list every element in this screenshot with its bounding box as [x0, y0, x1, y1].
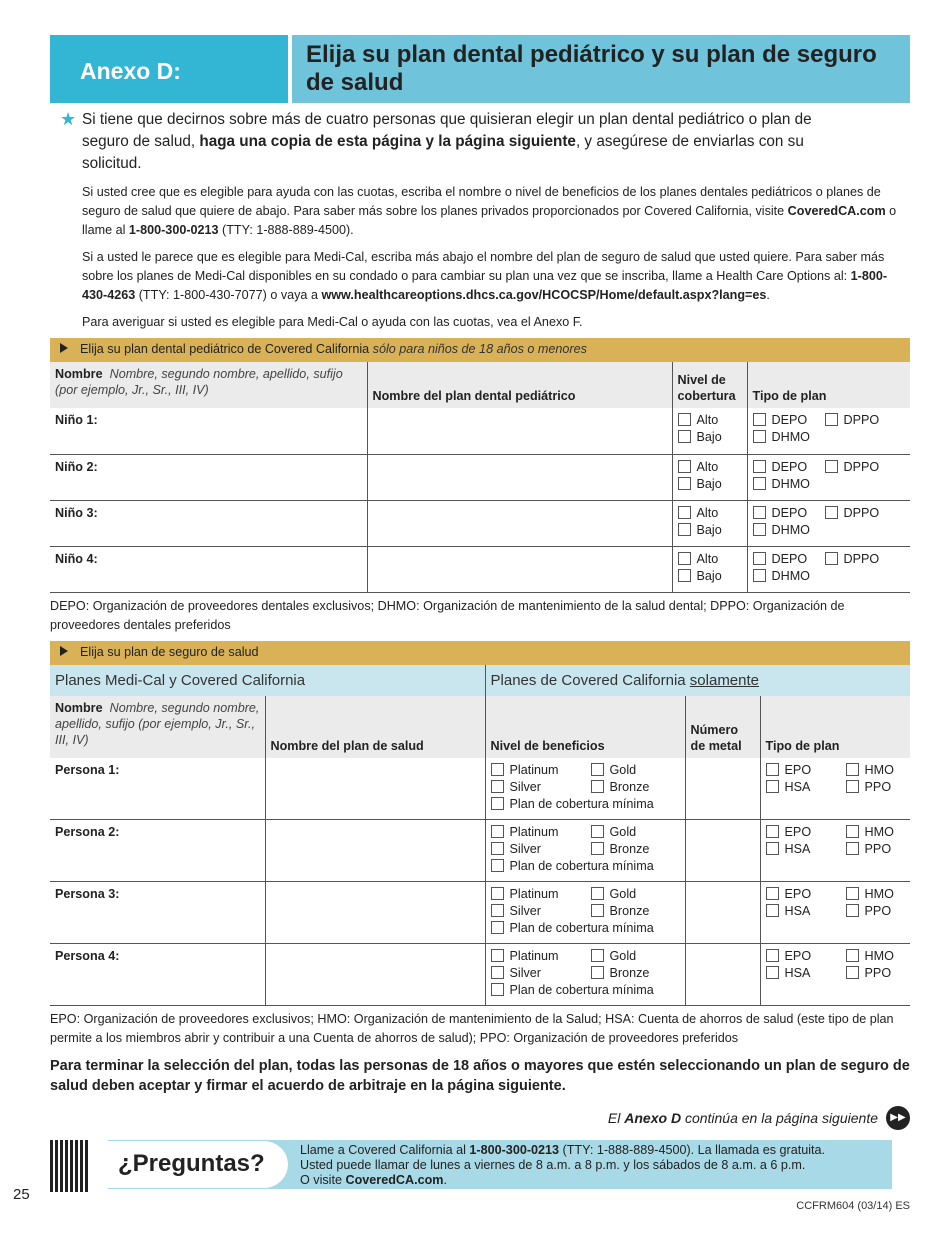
checkbox-option[interactable] [825, 412, 880, 429]
healthcareoptions-link[interactable]: www.healthcareoptions.dhcs.ca.gov/HCOCSP/Home/default.aspx?lang=es [321, 288, 767, 302]
benefit-level-cell [485, 820, 685, 882]
page [13, 0, 910, 1212]
table-row [50, 546, 910, 592]
triangle-right-icon [60, 646, 68, 656]
checkbox[interactable] [766, 966, 779, 979]
checkbox-option[interactable] [753, 522, 810, 539]
checkbox-label: Bajo [696, 476, 722, 491]
health-plan-name-field[interactable] [265, 882, 485, 944]
medi-cal-paragraph [82, 248, 902, 305]
plan-type-cell [747, 408, 910, 454]
checkbox[interactable] [491, 763, 504, 776]
checkbox[interactable] [591, 966, 604, 979]
checkbox-label: DPPO [843, 413, 880, 427]
checkbox[interactable] [766, 763, 779, 776]
note-text: Si tiene que decirnos sobre más de cuatro personas que quisieran elegir un plan dental pediátrico o plan de seguro de salud, [82, 111, 812, 150]
label: Planes de Covered California [490, 671, 690, 689]
checkbox-label: DEPO [771, 459, 808, 474]
col-header-level: Nivel de beneficios [485, 696, 685, 758]
checkbox-option[interactable] [846, 841, 892, 858]
checkbox[interactable] [766, 887, 779, 900]
col-header-metal: Número de metal [685, 696, 760, 758]
continue-row [50, 1106, 910, 1130]
checkbox-label: Silver [509, 904, 542, 918]
checkbox-option[interactable] [753, 505, 825, 522]
text-bold: Anexo D [624, 1110, 682, 1126]
table-row [50, 820, 910, 882]
checkbox-label: Bajo [696, 522, 722, 537]
continue-note [608, 1110, 878, 1126]
dental-plan-name-field[interactable] [367, 500, 672, 546]
checkbox-option[interactable] [491, 920, 654, 937]
label: Nombre [55, 700, 103, 715]
checkbox-option[interactable] [753, 429, 810, 446]
checkbox[interactable] [591, 763, 604, 776]
checkbox[interactable] [766, 780, 779, 793]
checkbox-option[interactable] [766, 886, 846, 903]
checkbox[interactable] [591, 825, 604, 838]
row-label: Niño 3: [55, 505, 98, 520]
table-row [50, 500, 910, 546]
checkbox-label: EPO [784, 949, 812, 963]
hint: Nombre, segundo nombre, apellido, sufijo (por ejemplo, Jr., Sr., III, IV) [55, 700, 260, 747]
checkbox-option[interactable] [846, 762, 894, 779]
checkbox-label: HMO [864, 825, 894, 839]
annex-label: Anexo D: [50, 35, 288, 103]
checkbox[interactable] [753, 430, 766, 443]
checkbox-label: EPO [784, 762, 812, 777]
header [50, 35, 910, 103]
checkbox-option[interactable] [591, 965, 650, 982]
checkbox[interactable] [678, 460, 691, 473]
checkbox-option[interactable] [846, 948, 894, 965]
benefit-level-cell [485, 758, 685, 820]
group-medi-cal: Planes Medi-Cal y Covered California [50, 665, 485, 696]
checkbox[interactable] [491, 966, 504, 979]
checkbox-option[interactable] [491, 824, 591, 841]
checkbox-option[interactable] [491, 982, 654, 999]
checkbox[interactable] [753, 460, 766, 473]
checkbox-option[interactable] [753, 412, 825, 429]
checkbox[interactable] [678, 569, 691, 582]
col-header-level: Nivel de cobertura [672, 362, 747, 408]
child-name-cell[interactable] [50, 500, 367, 546]
benefit-level-cell [485, 882, 685, 944]
table-row [50, 408, 910, 454]
col-header-name [50, 362, 367, 408]
checkbox-label: HMO [864, 887, 894, 901]
dental-table [50, 362, 910, 593]
text: Si a usted le parece que es elegible para Medi-Cal, escriba más abajo el nombre del plan de seguro de salud que usted quiere. Para saber más sobre los planes de Medi-Cal disponibles en su condado o para cambiar su plan una vez que se inscriba, llame a Health Care Options al: [82, 250, 885, 283]
page-title: Elija su plan dental pediátrico y su plan de seguro de salud [292, 35, 910, 103]
label: Nombre [55, 367, 103, 381]
checkbox-option[interactable] [766, 841, 846, 858]
dental-bar-subtitle: sólo para niños de 18 años o menores [372, 342, 587, 356]
text: El [607, 1110, 625, 1126]
col-header-plan: Nombre del plan dental pediátrico [367, 362, 672, 408]
checkbox-label: Bronze [609, 904, 650, 918]
text: . [443, 1173, 447, 1187]
checkbox-label: HSA [784, 904, 811, 918]
premium-help-paragraph [82, 183, 902, 240]
row-label: Persona 3: [55, 887, 120, 901]
checkbox[interactable] [678, 477, 691, 490]
note-text-end: , y asegúrese de enviarlas con su solicitud. [82, 133, 804, 172]
checkbox-label: Bronze [609, 779, 650, 794]
checkbox-label: HSA [784, 842, 811, 856]
questions-heading: ¿Preguntas? [108, 1140, 288, 1189]
checkbox[interactable] [766, 842, 779, 855]
health-footnote: EPO: Organización de proveedores exclusivos; HMO: Organización de mantenimiento de la Salud; HSA: Cuenta de ahorros de salud (este tipo de plan permite a los miembros abrir y contribuir a una Cuenta de ahorros de salud); PPO: Organización de proveedores preferidos [50, 1012, 894, 1045]
triangle-right-icon [60, 343, 68, 353]
checkbox-label: Plan de cobertura mínima [509, 859, 654, 873]
checkbox-label: Alto [696, 459, 719, 474]
checkbox[interactable] [846, 763, 859, 776]
questions-band [108, 1140, 892, 1189]
checkbox-label: Bronze [609, 842, 650, 856]
checkbox-label: Silver [509, 966, 542, 980]
dental-plan-name-field[interactable] [367, 546, 672, 592]
checkbox[interactable] [846, 825, 859, 838]
checkbox[interactable] [753, 413, 766, 426]
checkbox-label: Alto [696, 551, 719, 566]
checkbox-option[interactable] [825, 459, 880, 476]
col-header-type: Tipo de plan [760, 696, 910, 758]
checkbox-label: HSA [784, 966, 811, 980]
contact-line-3 [300, 1173, 825, 1188]
checkbox-label: DPPO [843, 551, 880, 566]
checkbox[interactable] [591, 949, 604, 962]
next-page-icon: ▶▶ [886, 1106, 910, 1130]
checkbox-option[interactable] [591, 779, 650, 796]
text: (TTY: 1-800-430-7077) o vaya a [135, 288, 322, 302]
table-row [50, 882, 910, 944]
checkbox-label: Platinum [509, 949, 559, 963]
coveredca-link[interactable]: CoveredCA.com [345, 1173, 444, 1187]
checkbox[interactable] [846, 949, 859, 962]
qr-code [50, 1140, 90, 1192]
checkbox[interactable] [491, 921, 504, 934]
checkbox[interactable] [766, 825, 779, 838]
checkbox-label: DEPO [771, 551, 808, 566]
checkbox[interactable] [825, 413, 838, 426]
label-underlined: solamente [689, 671, 760, 689]
checkbox-option[interactable] [678, 568, 722, 585]
table-row [50, 758, 910, 820]
dental-plan-name-field[interactable] [367, 454, 672, 500]
checkbox-option[interactable] [766, 948, 846, 965]
col-header-name [50, 696, 265, 758]
text: (TTY: 1-888-889-4500). [218, 223, 354, 237]
checkbox-label: Alto [696, 505, 719, 520]
checkbox[interactable] [846, 904, 859, 917]
metal-number-field[interactable] [685, 820, 760, 882]
checkbox[interactable] [753, 506, 766, 519]
checkbox-option[interactable] [491, 886, 591, 903]
checkbox-label: Plan de cobertura mínima [509, 921, 654, 935]
person-name-cell[interactable] [50, 944, 265, 1006]
checkbox-option[interactable] [766, 824, 846, 841]
checkbox[interactable] [846, 887, 859, 900]
metal-number-field[interactable] [685, 944, 760, 1006]
checkbox[interactable] [591, 904, 604, 917]
checkbox-option[interactable] [491, 841, 591, 858]
checkbox-label: DHMO [771, 476, 810, 491]
checkbox-label: DEPO [771, 505, 808, 520]
health-plan-name-field[interactable] [265, 820, 485, 882]
checkbox[interactable] [766, 949, 779, 962]
group-covered-only [485, 665, 910, 696]
star-icon: ★ [60, 109, 77, 129]
plan-type-cell [760, 882, 910, 944]
checkbox-label: Gold [609, 762, 637, 777]
table-row [50, 454, 910, 500]
checkbox-option[interactable] [491, 965, 591, 982]
checkbox-option[interactable] [846, 824, 894, 841]
dental-plan-name-field[interactable] [367, 408, 672, 454]
plan-type-cell [760, 944, 910, 1006]
benefit-level-cell [485, 944, 685, 1006]
health-bar-title: Elija su plan de seguro de salud [80, 644, 259, 659]
checkbox-label: EPO [784, 825, 812, 839]
checkbox-option[interactable] [591, 824, 637, 841]
phone-number: 1-800-300-0213 [469, 1143, 560, 1157]
plan-type-cell [760, 820, 910, 882]
checkbox-label: DPPO [843, 505, 880, 520]
checkbox-label: Gold [609, 825, 637, 839]
checkbox-label: PPO [864, 842, 892, 856]
plan-type-cell [747, 500, 910, 546]
checkbox-option[interactable] [846, 965, 892, 982]
checkbox-option[interactable] [678, 522, 722, 539]
checkbox-label: EPO [784, 887, 812, 901]
checkbox-label: DHMO [771, 430, 810, 444]
coverage-level-cell [672, 408, 747, 454]
checkbox[interactable] [591, 780, 604, 793]
checkbox-option[interactable] [591, 841, 650, 858]
table-row [50, 944, 910, 1006]
checkbox-option[interactable] [678, 505, 719, 522]
phone-number: 1-800-430-4263 [82, 269, 888, 302]
checkbox-option[interactable] [491, 948, 591, 965]
star-note [60, 109, 820, 175]
text: Llame a Covered California al [300, 1143, 470, 1157]
checkbox-label: DHMO [771, 568, 810, 583]
checkbox-option[interactable] [766, 762, 846, 779]
child-name-cell[interactable] [50, 546, 367, 592]
checkbox-option[interactable] [678, 429, 722, 446]
checkbox-option[interactable] [591, 762, 637, 779]
health-plan-name-field[interactable] [265, 944, 485, 1006]
checkbox[interactable] [591, 887, 604, 900]
text: continúa en la página siguiente [681, 1110, 878, 1126]
phone-number: 1-800-300-0213 [128, 223, 219, 237]
form-id: CCFRM604 (03/14) ES [796, 1200, 910, 1212]
checkbox-label: DEPO [771, 413, 808, 427]
row-label: Persona 2: [55, 825, 120, 839]
page-number: 25 [13, 1186, 30, 1203]
checkbox-label: PPO [864, 904, 892, 918]
checkbox-option[interactable] [678, 551, 719, 568]
person-name-cell[interactable] [50, 758, 265, 820]
checkbox[interactable] [491, 887, 504, 900]
metal-number-field[interactable] [685, 758, 760, 820]
checkbox-option[interactable] [753, 551, 825, 568]
person-name-cell[interactable] [50, 882, 265, 944]
checkbox[interactable] [678, 523, 691, 536]
checkbox-label: Gold [609, 887, 637, 901]
plan-type-cell [747, 546, 910, 592]
note-bold: haga una copia de esta página y la página siguiente [199, 133, 576, 150]
checkbox-option[interactable] [766, 965, 846, 982]
arbitration-note: Para terminar la selección del plan, todas las personas de 18 años o mayores que estén seleccionando un plan de seguro de salud deben aceptar y firmar el acuerdo de arbitraje en la página siguiente. [50, 1058, 910, 1094]
plan-type-cell [760, 758, 910, 820]
coveredca-link[interactable]: CoveredCA.com [787, 204, 886, 218]
text: . [766, 288, 770, 302]
contact-info [288, 1140, 825, 1189]
checkbox[interactable] [753, 552, 766, 565]
row-label: Persona 1: [55, 762, 120, 777]
checkbox-label: Bronze [609, 966, 650, 980]
checkbox[interactable] [491, 825, 504, 838]
coverage-level-cell [672, 546, 747, 592]
checkbox[interactable] [825, 506, 838, 519]
checkbox-option[interactable] [591, 948, 637, 965]
checkbox-label: HMO [864, 762, 894, 777]
checkbox-option[interactable] [825, 505, 880, 522]
checkbox[interactable] [491, 949, 504, 962]
col-header-plan: Nombre del plan de salud [265, 696, 485, 758]
checkbox-option[interactable] [491, 796, 654, 813]
checkbox-option[interactable] [846, 903, 892, 920]
col-header-type: Tipo de plan [747, 362, 910, 408]
checkbox[interactable] [846, 842, 859, 855]
eligibility-paragraph: Para averiguar si usted es elegible para Medi-Cal o ayuda con las cuotas, vea el Anexo F. [82, 315, 583, 329]
text: o llame al [82, 204, 897, 237]
dental-bar-title: Elija su plan dental pediátrico de Covered California [80, 342, 370, 356]
checkbox-label: Platinum [509, 825, 559, 839]
checkbox[interactable] [825, 552, 838, 565]
plan-type-cell [747, 454, 910, 500]
health-table [50, 665, 910, 1007]
metal-number-field[interactable] [685, 882, 760, 944]
text: (TTY: 1-888-889-4500). La llamada es gratuita. [559, 1143, 826, 1157]
checkbox[interactable] [491, 797, 504, 810]
checkbox-option[interactable] [491, 779, 591, 796]
dental-section-bar [50, 338, 910, 362]
checkbox[interactable] [846, 780, 859, 793]
row-label: Persona 4: [55, 949, 120, 963]
checkbox-label: DPPO [843, 459, 880, 474]
checkbox-option[interactable] [591, 903, 650, 920]
checkbox-option[interactable] [678, 412, 719, 429]
checkbox-label: Plan de cobertura mínima [509, 983, 654, 997]
text: O visite [300, 1173, 346, 1187]
checkbox[interactable] [678, 506, 691, 519]
checkbox-option[interactable] [753, 568, 810, 585]
dental-footnote: DEPO: Organización de proveedores dentales exclusivos; DHMO: Organización de mantenimiento de la salud dental; DPPO: Organización de proveedores dentales preferidos [50, 598, 845, 632]
checkbox-label: HSA [784, 779, 811, 794]
checkbox-option[interactable] [846, 779, 892, 796]
checkbox[interactable] [753, 477, 766, 490]
checkbox-label: Silver [509, 779, 542, 794]
checkbox[interactable] [825, 460, 838, 473]
checkbox-option[interactable] [491, 762, 591, 779]
checkbox[interactable] [678, 413, 691, 426]
contact-line-2: Usted puede llamar de lunes a viernes de 8 a.m. a 8 p.m. y los sábados de 8 a.m. a 6 p.m. [300, 1158, 806, 1172]
checkbox[interactable] [753, 523, 766, 536]
checkbox-label: HMO [864, 949, 894, 963]
checkbox-option[interactable] [591, 886, 637, 903]
checkbox-label: Silver [509, 842, 542, 856]
coverage-level-cell [672, 454, 747, 500]
checkbox[interactable] [491, 859, 504, 872]
checkbox[interactable] [491, 780, 504, 793]
health-plan-name-field[interactable] [265, 758, 485, 820]
checkbox[interactable] [491, 983, 504, 996]
contact-line-1 [300, 1143, 825, 1158]
checkbox-label: Bajo [696, 430, 722, 444]
checkbox-option[interactable] [766, 903, 846, 920]
text: Si usted cree que es elegible para ayuda con las cuotas, escriba el nombre o nivel de beneficios de los planes dentales pediátricos o planes de seguro de salud que quiere de abajo. Para saber más sobre los planes privados proporcionados por Covered California, visite [82, 185, 881, 218]
checkbox-label: PPO [864, 779, 892, 794]
row-label: Niño 4: [55, 551, 98, 566]
health-section-bar [50, 641, 910, 665]
checkbox[interactable] [591, 842, 604, 855]
checkbox-option[interactable] [491, 858, 654, 875]
checkbox[interactable] [678, 430, 691, 443]
checkbox-option[interactable] [678, 476, 722, 493]
child-name-cell[interactable] [50, 408, 367, 454]
checkbox-label: Plan de cobertura mínima [509, 796, 654, 811]
checkbox[interactable] [491, 904, 504, 917]
checkbox-option[interactable] [753, 476, 810, 493]
checkbox-label: Gold [609, 949, 637, 963]
coverage-level-cell [672, 500, 747, 546]
checkbox-label: DHMO [771, 522, 810, 537]
checkbox[interactable] [753, 569, 766, 582]
checkbox-option[interactable] [846, 886, 894, 903]
hint: Nombre, segundo nombre, apellido, sufijo (por ejemplo, Jr., Sr., III, IV) [55, 367, 343, 397]
checkbox-label: Alto [696, 413, 719, 427]
row-label: Niño 1: [55, 413, 98, 427]
checkbox-option[interactable] [766, 779, 846, 796]
checkbox-option[interactable] [825, 551, 880, 568]
child-name-cell[interactable] [50, 454, 367, 500]
checkbox[interactable] [846, 966, 859, 979]
checkbox-option[interactable] [753, 459, 825, 476]
checkbox[interactable] [766, 904, 779, 917]
checkbox[interactable] [491, 842, 504, 855]
checkbox[interactable] [678, 552, 691, 565]
footer [13, 1140, 910, 1203]
checkbox-option[interactable] [491, 903, 591, 920]
checkbox-label: Platinum [509, 762, 559, 777]
checkbox-option[interactable] [678, 459, 719, 476]
checkbox-label: PPO [864, 966, 892, 980]
checkbox-label: Platinum [509, 887, 559, 901]
person-name-cell[interactable] [50, 820, 265, 882]
checkbox-label: Bajo [696, 568, 722, 583]
row-label: Niño 2: [55, 459, 98, 474]
